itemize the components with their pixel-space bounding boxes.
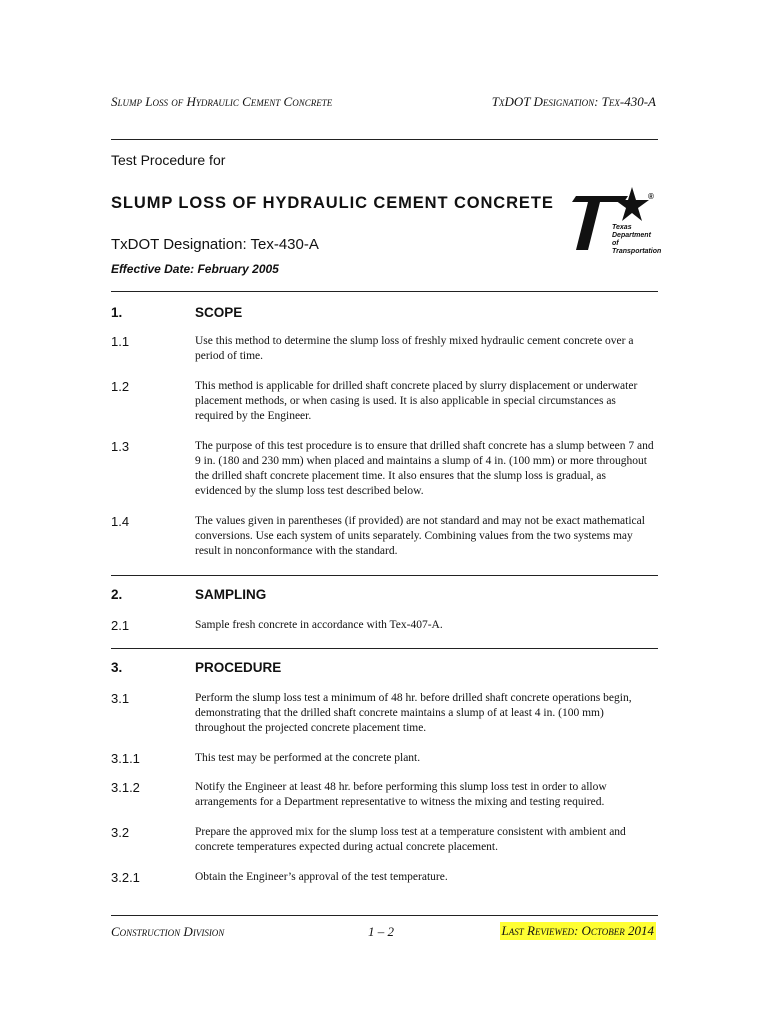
- section-number-sampling: 2.: [111, 587, 123, 602]
- running-header-title: Slump Loss of Hydraulic Cement Concrete: [111, 94, 333, 109]
- section-title-scope: SCOPE: [195, 305, 243, 320]
- item-number: 1.3: [111, 439, 130, 454]
- section-rule: [111, 648, 658, 649]
- pre-title: Test Procedure for: [111, 152, 226, 168]
- item-text: Use this method to determine the slump loss of freshly mixed hydraulic cement concrete over a period of time.: [195, 335, 634, 362]
- logo-text-line-2: Department: [612, 232, 651, 239]
- item-text: Sample fresh concrete in accordance with Tex-407-A.: [195, 619, 443, 631]
- title-rule: [111, 291, 658, 292]
- item-number: 1.4: [111, 514, 130, 529]
- last-reviewed-badge: Last Reviewed: October 2014: [501, 923, 654, 938]
- item-text: Prepare the approved mix for the slump loss test at a temperature consistent with ambient and concrete temperatures expected during actual concrete placement.: [195, 826, 626, 853]
- item-number: 2.1: [111, 618, 130, 633]
- page-number: 1 – 2: [368, 924, 394, 939]
- item-number: 1.1: [111, 334, 130, 349]
- logo-text-line-1: Texas: [612, 224, 632, 231]
- logo-text-line-3: of Transportation: [612, 240, 662, 255]
- running-header-designation: TxDOT Designation: Tex-430-A: [491, 94, 656, 109]
- item-text: The values given in parentheses (if provided) are not standard and may not be exact mathematical conversions. Use each system of units separately. Combining values from the two systems may result in nonconformance with the standard.: [195, 515, 645, 557]
- section-rule: [111, 575, 658, 576]
- item-text: This test may be performed at the concrete plant.: [195, 752, 421, 764]
- section-number-scope: 1.: [111, 305, 123, 320]
- item-text: Perform the slump loss test a minimum of 48 hr. before drilled shaft concrete operations begin, demonstrating that the drilled shaft concrete maintains a slump of at least 4 in. (100 mm) throughout the projected concrete placement time.: [195, 692, 632, 734]
- document-title: SLUMP LOSS OF HYDRAULIC CEMENT CONCRETE: [111, 194, 554, 212]
- item-text: Notify the Engineer at least 48 hr. before performing this slump loss test in order to allow arrangements for a Department representative to witness the mixing and testing required.: [195, 781, 607, 808]
- footer-division: Construction Division: [111, 924, 225, 939]
- registered-mark: ®: [648, 192, 654, 201]
- footer-rule: [111, 915, 658, 916]
- item-number: 3.2: [111, 825, 130, 840]
- item-number: 3.1.1: [111, 751, 140, 766]
- section-title-procedure: PROCEDURE: [195, 660, 282, 675]
- item-number: 3.1: [111, 691, 130, 706]
- designation: TxDOT Designation: Tex-430-A: [111, 236, 319, 253]
- item-text: This method is applicable for drilled shaft concrete placed by slurry displacement or underwater placement methods, or when casing is used. It is also applicable in special circumstances as required by the Engineer.: [195, 380, 638, 422]
- effective-date: Effective Date: February 2005: [111, 262, 279, 276]
- section-number-procedure: 3.: [111, 660, 123, 675]
- item-text: Obtain the Engineer’s approval of the test temperature.: [195, 871, 448, 883]
- header-rule: [111, 139, 658, 140]
- item-text: The purpose of this test procedure is to ensure that drilled shaft concrete has a slump between 7 and 9 in. (180 and 230 mm) when placed and maintains a slump of 4 in. (100 mm) or more throughout the drilled shaft concrete placement time. It also ensures that the slump loss is gradual, as evidenced by the slump loss test described below.: [195, 440, 654, 497]
- item-number: 3.2.1: [111, 870, 140, 885]
- logo-text: [612, 224, 661, 256]
- item-number: 3.1.2: [111, 780, 140, 795]
- item-number: 1.2: [111, 379, 130, 394]
- section-title-sampling: SAMPLING: [195, 587, 267, 602]
- txdot-logo: [570, 186, 662, 255]
